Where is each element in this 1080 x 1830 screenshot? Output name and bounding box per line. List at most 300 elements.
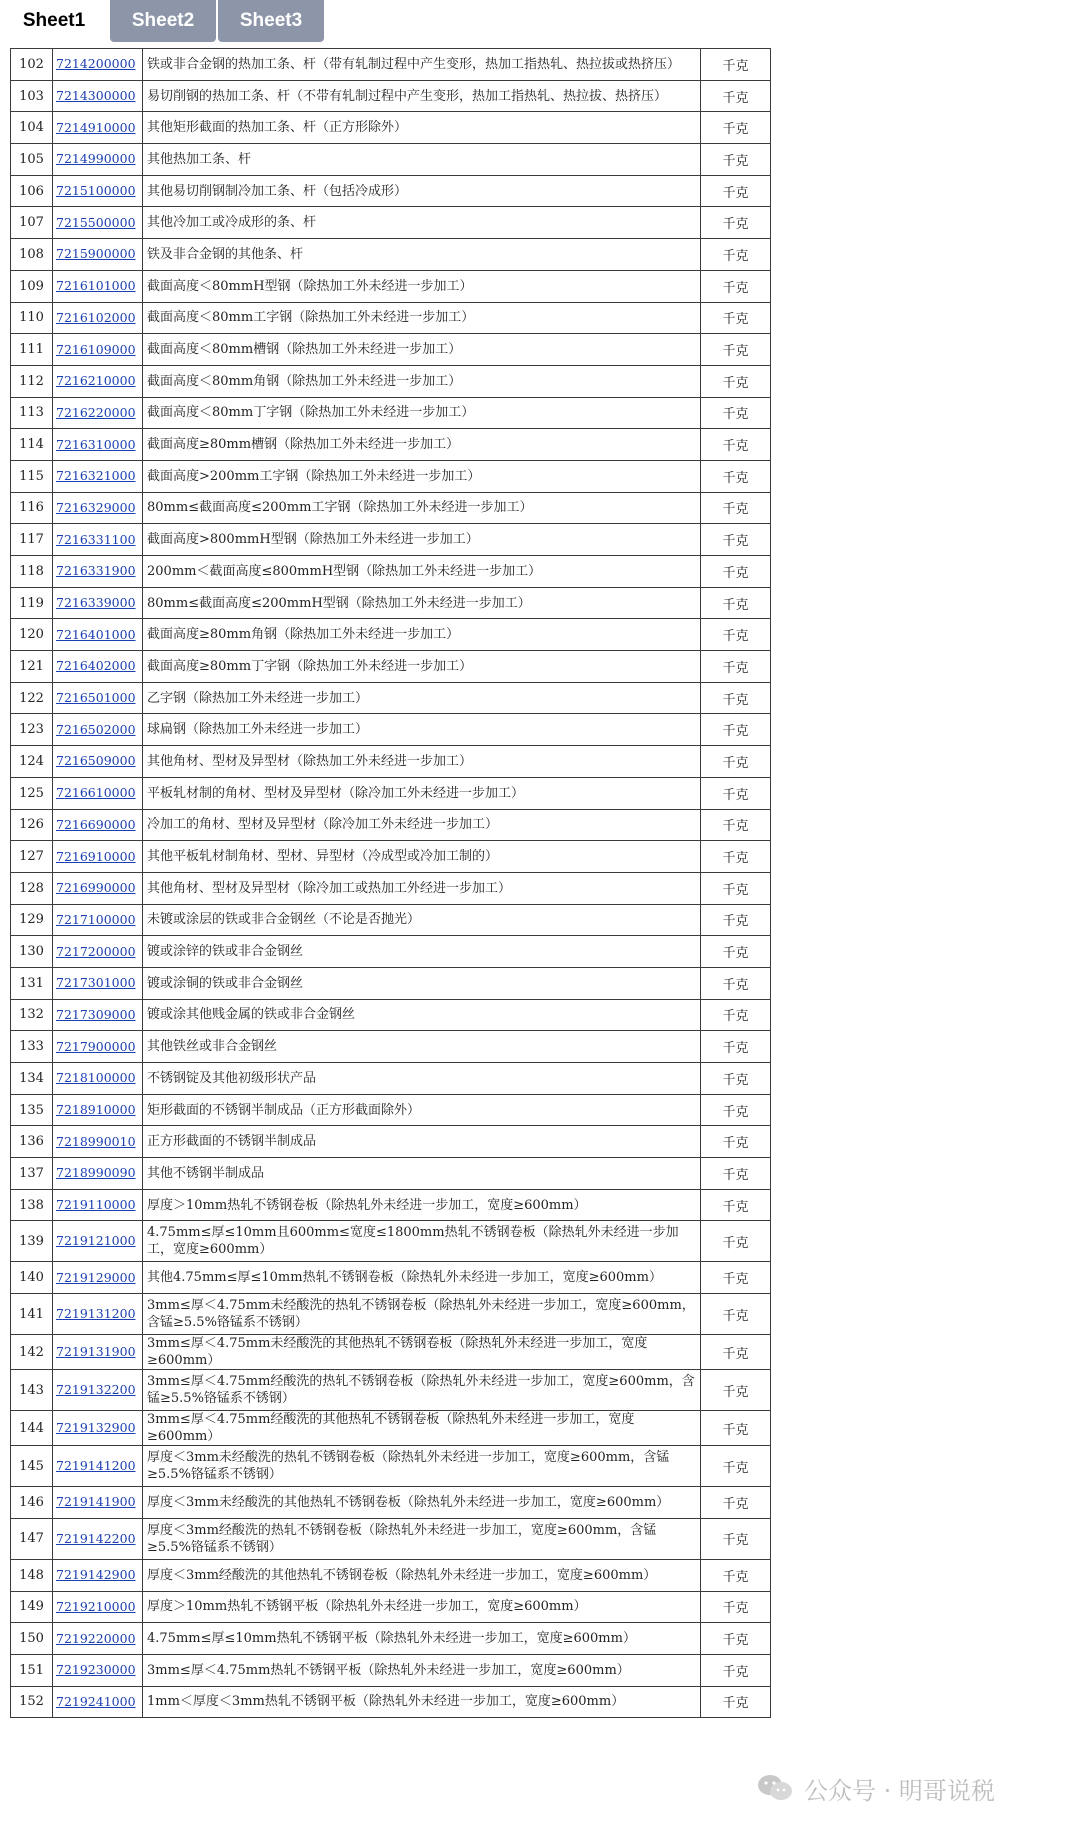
- hs-code-link[interactable]: 7216101000: [56, 278, 136, 294]
- row-number-cell[interactable]: 124: [11, 746, 53, 778]
- sheet-tab-bar: [0, 0, 1080, 44]
- description-cell[interactable]: 截面高度>200mm工字钢（除热加工外未经进一步加工）: [143, 460, 701, 492]
- row-number-cell[interactable]: 143: [11, 1370, 53, 1411]
- hs-code-link[interactable]: 7217900000: [56, 1038, 136, 1054]
- hs-code-link[interactable]: 7216339000: [56, 595, 136, 611]
- hs-code-link[interactable]: 7217309000: [56, 1006, 136, 1022]
- table-row: [11, 365, 771, 397]
- spreadsheet-grid: [10, 48, 770, 1718]
- row-number-cell[interactable]: 140: [11, 1262, 53, 1294]
- table-row: [11, 144, 771, 176]
- description-cell[interactable]: 平板轧材制的角材、型材及异型材（除冷加工外未经进一步加工）: [143, 777, 701, 809]
- tab-sheet2[interactable]: Sheet2: [110, 0, 216, 42]
- description-cell[interactable]: 截面高度≥80mm丁字钢（除热加工外未经进一步加工）: [143, 651, 701, 683]
- unit-cell[interactable]: 千克: [701, 1158, 771, 1190]
- unit-cell[interactable]: 千克: [701, 904, 771, 936]
- row-number-cell[interactable]: 148: [11, 1559, 53, 1591]
- hs-code-cell: [53, 1335, 143, 1370]
- hs-code-link[interactable]: 7216910000: [56, 848, 136, 864]
- description-cell[interactable]: 厚度＜3mm经酸洗的热轧不锈钢卷板（除热轧外未经进一步加工，宽度≥600mm，含锰≥5.5%铬锰系不锈钢）: [143, 1518, 701, 1559]
- row-number-cell[interactable]: 118: [11, 556, 53, 588]
- unit-cell[interactable]: 千克: [701, 1411, 771, 1446]
- watermark: [756, 1768, 1056, 1808]
- table-row: [11, 460, 771, 492]
- table-row: [11, 746, 771, 778]
- table-row: [11, 1623, 771, 1655]
- hs-code-cell: [53, 49, 143, 81]
- row-number-cell[interactable]: 133: [11, 1031, 53, 1063]
- tab-sheet1[interactable]: Sheet1: [0, 0, 108, 42]
- row-number-cell[interactable]: 108: [11, 239, 53, 271]
- unit-cell[interactable]: 千克: [701, 1654, 771, 1686]
- description-cell[interactable]: 其他平板轧材制角材、型材、异型材（冷成型或冷加工制的）: [143, 841, 701, 873]
- unit-cell[interactable]: 千克: [701, 1559, 771, 1591]
- unit-cell[interactable]: 千克: [701, 1686, 771, 1718]
- row-number-cell[interactable]: 141: [11, 1294, 53, 1335]
- row-number-cell[interactable]: 149: [11, 1591, 53, 1623]
- unit-cell[interactable]: 千克: [701, 239, 771, 271]
- hs-code-link[interactable]: 7214910000: [56, 119, 136, 135]
- description-cell[interactable]: 不锈钢锭及其他初级形状产品: [143, 1063, 701, 1095]
- hs-code-cell: [53, 809, 143, 841]
- hs-code-cell: [53, 207, 143, 239]
- unit-cell[interactable]: 千克: [701, 1487, 771, 1519]
- table-row: [11, 397, 771, 429]
- unit-cell[interactable]: 千克: [701, 1294, 771, 1335]
- hs-code-link[interactable]: 7216990000: [56, 880, 136, 896]
- table-row: [11, 936, 771, 968]
- row-number-cell[interactable]: 126: [11, 809, 53, 841]
- table-row: [11, 112, 771, 144]
- hs-code-cell: [53, 524, 143, 556]
- description-cell[interactable]: 截面高度＜80mm丁字钢（除热加工外未经进一步加工）: [143, 397, 701, 429]
- row-number-cell[interactable]: 125: [11, 777, 53, 809]
- hs-code-link[interactable]: 7219210000: [56, 1598, 136, 1614]
- hs-code-link[interactable]: 7217100000: [56, 911, 136, 927]
- unit-cell[interactable]: 千克: [701, 365, 771, 397]
- unit-cell[interactable]: 千克: [701, 492, 771, 524]
- table-row: [11, 334, 771, 366]
- row-number-cell[interactable]: 152: [11, 1686, 53, 1718]
- unit-cell[interactable]: 千克: [701, 651, 771, 683]
- row-number-cell[interactable]: 119: [11, 587, 53, 619]
- hs-code-link[interactable]: 7219131200: [56, 1306, 136, 1322]
- row-number-cell[interactable]: 139: [11, 1221, 53, 1262]
- unit-cell[interactable]: 千克: [701, 1189, 771, 1221]
- unit-cell[interactable]: 千克: [701, 841, 771, 873]
- row-number-cell[interactable]: 130: [11, 936, 53, 968]
- hs-code-link[interactable]: 7219142900: [56, 1567, 136, 1583]
- wechat-icon: [756, 1773, 794, 1803]
- unit-cell[interactable]: 千克: [701, 175, 771, 207]
- hs-code-cell: [53, 1158, 143, 1190]
- row-number-cell[interactable]: 107: [11, 207, 53, 239]
- hs-code-link[interactable]: 7219132900: [56, 1420, 136, 1436]
- description-cell[interactable]: 截面高度＜80mmH型钢（除热加工外未经进一步加工）: [143, 270, 701, 302]
- row-number-cell[interactable]: 123: [11, 714, 53, 746]
- hs-code-cell: [53, 651, 143, 683]
- row-number-cell[interactable]: 122: [11, 682, 53, 714]
- hs-code-link[interactable]: 7219110000: [56, 1197, 136, 1213]
- unit-cell[interactable]: 千克: [701, 460, 771, 492]
- unit-cell[interactable]: 千克: [701, 714, 771, 746]
- table-row: [11, 207, 771, 239]
- watermark-text: 公众号 · 明哥说税: [804, 1776, 995, 1805]
- unit-cell[interactable]: 千克: [701, 556, 771, 588]
- unit-cell[interactable]: 千克: [701, 80, 771, 112]
- hs-code-cell: [53, 112, 143, 144]
- row-number-cell[interactable]: 112: [11, 365, 53, 397]
- tab-sheet3[interactable]: Sheet3: [218, 0, 324, 42]
- unit-cell[interactable]: 千克: [701, 967, 771, 999]
- hs-code-link[interactable]: 7216109000: [56, 341, 136, 357]
- table-row: [11, 1063, 771, 1095]
- description-cell[interactable]: 3mm≤厚＜4.75mm未经酸洗的其他热轧不锈钢卷板（除热轧外未经进一步加工，宽度≥600mm）: [143, 1335, 701, 1370]
- unit-cell[interactable]: 千克: [701, 49, 771, 81]
- description-cell[interactable]: 镀或涂其他贱金属的铁或非合金钢丝: [143, 999, 701, 1031]
- unit-cell[interactable]: 千克: [701, 682, 771, 714]
- table-row: [11, 1411, 771, 1446]
- unit-cell[interactable]: 千克: [701, 746, 771, 778]
- hs-code-link[interactable]: 7219142200: [56, 1530, 136, 1546]
- hs-code-cell: [53, 239, 143, 271]
- hs-code-link[interactable]: 7216331100: [56, 531, 136, 547]
- table-row: [11, 175, 771, 207]
- table-row: [11, 587, 771, 619]
- hs-code-cell: [53, 904, 143, 936]
- hs-code-cell: [53, 397, 143, 429]
- hs-code-link[interactable]: 7218990090: [56, 1165, 136, 1181]
- unit-cell[interactable]: 千克: [701, 1094, 771, 1126]
- table-row: [11, 1031, 771, 1063]
- row-number-cell[interactable]: 132: [11, 999, 53, 1031]
- hs-code-link[interactable]: 7216402000: [56, 658, 136, 674]
- hs-code-link[interactable]: 7216610000: [56, 785, 136, 801]
- hs-code-link[interactable]: 7216210000: [56, 373, 136, 389]
- hs-code-cell: [53, 1446, 143, 1487]
- description-cell[interactable]: 镀或涂锌的铁或非合金钢丝: [143, 936, 701, 968]
- description-cell[interactable]: 4.75mm≤厚≤10mm且600mm≤宽度≤1800mm热轧不锈钢卷板（除热轧外未经进一步加工，宽度≥600mm）: [143, 1221, 701, 1262]
- description-cell[interactable]: 截面高度≥80mm槽钢（除热加工外未经进一步加工）: [143, 429, 701, 461]
- hs-code-cell: [53, 1591, 143, 1623]
- description-cell[interactable]: 3mm≤厚＜4.75mm热轧不锈钢平板（除热轧外未经进一步加工，宽度≥600mm）: [143, 1654, 701, 1686]
- hs-code-cell: [53, 1221, 143, 1262]
- table-row: [11, 1126, 771, 1158]
- row-number-cell[interactable]: 102: [11, 49, 53, 81]
- table-row: [11, 49, 771, 81]
- row-number-cell[interactable]: 146: [11, 1487, 53, 1519]
- hs-code-cell: [53, 1063, 143, 1095]
- row-number-cell[interactable]: 134: [11, 1063, 53, 1095]
- unit-cell[interactable]: 千克: [701, 1335, 771, 1370]
- hs-code-cell: [53, 777, 143, 809]
- description-cell[interactable]: 3mm≤厚＜4.75mm经酸洗的热轧不锈钢卷板（除热轧外未经进一步加工，宽度≥600mm，含锰≥5.5%铬锰系不锈钢）: [143, 1370, 701, 1411]
- hs-code-link[interactable]: 7219241000: [56, 1693, 136, 1709]
- hs-code-cell: [53, 365, 143, 397]
- table-row: [11, 1262, 771, 1294]
- description-cell[interactable]: 正方形截面的不锈钢半制成品: [143, 1126, 701, 1158]
- row-number-cell[interactable]: 109: [11, 270, 53, 302]
- description-cell[interactable]: 80mm≤截面高度≤200mm工字钢（除热加工外未经进一步加工）: [143, 492, 701, 524]
- hs-code-cell: [53, 1686, 143, 1718]
- hs-code-cell: [53, 1126, 143, 1158]
- row-number-cell[interactable]: 111: [11, 334, 53, 366]
- description-cell[interactable]: 截面高度＜80mm角钢（除热加工外未经进一步加工）: [143, 365, 701, 397]
- table-row: [11, 809, 771, 841]
- row-number-cell[interactable]: 138: [11, 1189, 53, 1221]
- hs-code-cell: [53, 714, 143, 746]
- row-number-cell[interactable]: 131: [11, 967, 53, 999]
- hs-code-link[interactable]: 7218990010: [56, 1133, 136, 1149]
- hs-code-link[interactable]: 7216401000: [56, 626, 136, 642]
- description-cell[interactable]: 200mm＜截面高度≤800mmH型钢（除热加工外未经进一步加工）: [143, 556, 701, 588]
- unit-cell[interactable]: 千克: [701, 144, 771, 176]
- unit-cell[interactable]: 千克: [701, 1518, 771, 1559]
- hs-code-link[interactable]: 7217200000: [56, 943, 136, 959]
- unit-cell[interactable]: 千克: [701, 302, 771, 334]
- hs-code-link[interactable]: 7219131900: [56, 1344, 136, 1360]
- unit-cell[interactable]: 千克: [701, 1221, 771, 1262]
- hs-code-cell: [53, 429, 143, 461]
- hs-code-cell: [53, 936, 143, 968]
- hs-code-link[interactable]: 7216331900: [56, 563, 136, 579]
- description-cell[interactable]: 1mm＜厚度＜3mm热轧不锈钢平板（除热轧外未经进一步加工，宽度≥600mm）: [143, 1686, 701, 1718]
- description-cell[interactable]: 乙字钢（除热加工外未经进一步加工）: [143, 682, 701, 714]
- description-cell[interactable]: 其他热加工条、杆: [143, 144, 701, 176]
- tariff-table: [10, 48, 771, 1718]
- hs-code-link[interactable]: 7216690000: [56, 816, 136, 832]
- table-row: [11, 651, 771, 683]
- unit-cell[interactable]: 千克: [701, 872, 771, 904]
- description-cell[interactable]: 易切削钢的热加工条、杆（不带有轧制过程中产生变形，热加工指热轧、热拉拔、热挤压）: [143, 80, 701, 112]
- hs-code-link[interactable]: 7219132200: [56, 1382, 136, 1398]
- table-row: [11, 1094, 771, 1126]
- table-row: [11, 1189, 771, 1221]
- description-cell[interactable]: 铁及非合金钢的其他条、杆: [143, 239, 701, 271]
- unit-cell[interactable]: 千克: [701, 1063, 771, 1095]
- unit-cell[interactable]: 千克: [701, 999, 771, 1031]
- hs-code-link[interactable]: 7219129000: [56, 1269, 136, 1285]
- table-row: [11, 841, 771, 873]
- hs-code-cell: [53, 682, 143, 714]
- row-number-cell[interactable]: 113: [11, 397, 53, 429]
- row-number-cell[interactable]: 135: [11, 1094, 53, 1126]
- hs-code-cell: [53, 1031, 143, 1063]
- unit-cell[interactable]: 千克: [701, 587, 771, 619]
- description-cell[interactable]: 其他角材、型材及异型材（除热加工外未经进一步加工）: [143, 746, 701, 778]
- description-cell[interactable]: 其他角材、型材及异型材（除冷加工或热加工外经进一步加工）: [143, 872, 701, 904]
- hs-code-cell: [53, 80, 143, 112]
- description-cell[interactable]: 其他铁丝或非合金钢丝: [143, 1031, 701, 1063]
- hs-code-cell: [53, 492, 143, 524]
- hs-code-link[interactable]: 7216509000: [56, 753, 136, 769]
- row-number-cell[interactable]: 127: [11, 841, 53, 873]
- table-row: [11, 999, 771, 1031]
- row-number-cell[interactable]: 115: [11, 460, 53, 492]
- row-number-cell[interactable]: 142: [11, 1335, 53, 1370]
- hs-code-link[interactable]: 7219141200: [56, 1458, 136, 1474]
- row-number-cell[interactable]: 150: [11, 1623, 53, 1655]
- unit-cell[interactable]: 千克: [701, 1591, 771, 1623]
- hs-code-link[interactable]: 7219121000: [56, 1233, 136, 1249]
- hs-code-cell: [53, 967, 143, 999]
- table-row: [11, 239, 771, 271]
- hs-code-cell: [53, 1559, 143, 1591]
- table-row: [11, 80, 771, 112]
- hs-code-cell: [53, 841, 143, 873]
- hs-code-link[interactable]: 7219141900: [56, 1494, 136, 1510]
- unit-cell[interactable]: 千克: [701, 777, 771, 809]
- unit-cell[interactable]: 千克: [701, 524, 771, 556]
- row-number-cell[interactable]: 137: [11, 1158, 53, 1190]
- row-number-cell[interactable]: 106: [11, 175, 53, 207]
- hs-code-link[interactable]: 7216502000: [56, 721, 136, 737]
- unit-cell[interactable]: 千克: [701, 334, 771, 366]
- row-number-cell[interactable]: 121: [11, 651, 53, 683]
- row-number-cell[interactable]: 129: [11, 904, 53, 936]
- description-cell[interactable]: 截面高度>800mmH型钢（除热加工外未经进一步加工）: [143, 524, 701, 556]
- table-row: [11, 524, 771, 556]
- table-row: [11, 270, 771, 302]
- hs-code-link[interactable]: 7215500000: [56, 214, 136, 230]
- hs-code-link[interactable]: 7216102000: [56, 309, 136, 325]
- description-cell[interactable]: 其他冷加工或冷成形的条、杆: [143, 207, 701, 239]
- description-cell[interactable]: 截面高度＜80mm槽钢（除热加工外未经进一步加工）: [143, 334, 701, 366]
- unit-cell[interactable]: 千克: [701, 1370, 771, 1411]
- hs-code-cell: [53, 270, 143, 302]
- unit-cell[interactable]: 千克: [701, 1446, 771, 1487]
- table-row: [11, 492, 771, 524]
- description-cell[interactable]: 冷加工的角材、型材及异型材（除冷加工外未经进一步加工）: [143, 809, 701, 841]
- hs-code-cell: [53, 1623, 143, 1655]
- description-cell[interactable]: 镀或涂铜的铁或非合金钢丝: [143, 967, 701, 999]
- description-cell[interactable]: 4.75mm≤厚≤10mm热轧不锈钢平板（除热轧外未经进一步加工，宽度≥600mm）: [143, 1623, 701, 1655]
- hs-code-link[interactable]: 7219220000: [56, 1630, 136, 1646]
- description-cell[interactable]: 其他易切削钢制冷加工条、杆（包括冷成形）: [143, 175, 701, 207]
- row-number-cell[interactable]: 117: [11, 524, 53, 556]
- row-number-cell[interactable]: 104: [11, 112, 53, 144]
- table-row: [11, 1370, 771, 1411]
- table-row: [11, 967, 771, 999]
- description-cell[interactable]: 铁或非合金钢的热加工条、杆（带有轧制过程中产生变形，热加工指热轧、热拉拔或热挤压）: [143, 49, 701, 81]
- description-cell[interactable]: 厚度＜3mm未经酸洗的热轧不锈钢卷板（除热轧外未经进一步加工，宽度≥600mm，含锰≥5.5%铬锰系不锈钢）: [143, 1446, 701, 1487]
- hs-code-cell: [53, 587, 143, 619]
- unit-cell[interactable]: 千克: [701, 619, 771, 651]
- row-number-cell[interactable]: 105: [11, 144, 53, 176]
- hs-code-cell: [53, 556, 143, 588]
- unit-cell[interactable]: 千克: [701, 1126, 771, 1158]
- table-row: [11, 1686, 771, 1718]
- unit-cell[interactable]: 千克: [701, 397, 771, 429]
- row-number-cell[interactable]: 128: [11, 872, 53, 904]
- table-row: [11, 1158, 771, 1190]
- row-number-cell[interactable]: 110: [11, 302, 53, 334]
- table-row: [11, 1446, 771, 1487]
- hs-code-link[interactable]: 7216220000: [56, 404, 136, 420]
- table-row: [11, 429, 771, 461]
- unit-cell[interactable]: 千克: [701, 1623, 771, 1655]
- hs-code-cell: [53, 1189, 143, 1221]
- hs-code-link[interactable]: 7216329000: [56, 499, 136, 515]
- row-number-cell[interactable]: 145: [11, 1446, 53, 1487]
- unit-cell[interactable]: 千克: [701, 270, 771, 302]
- hs-code-link[interactable]: 7215100000: [56, 183, 136, 199]
- hs-code-cell: [53, 1518, 143, 1559]
- description-cell[interactable]: 其他4.75mm≤厚≤10mm热轧不锈钢卷板（除热轧外未经进一步加工，宽度≥600mm）: [143, 1262, 701, 1294]
- row-number-cell[interactable]: 114: [11, 429, 53, 461]
- hs-code-link[interactable]: 7216310000: [56, 436, 136, 452]
- hs-code-cell: [53, 175, 143, 207]
- table-row: [11, 904, 771, 936]
- row-number-cell[interactable]: 136: [11, 1126, 53, 1158]
- unit-cell[interactable]: 千克: [701, 1262, 771, 1294]
- table-row: [11, 1335, 771, 1370]
- description-cell[interactable]: 其他不锈钢半制成品: [143, 1158, 701, 1190]
- description-cell[interactable]: 3mm≤厚＜4.75mm未经酸洗的热轧不锈钢卷板（除热轧外未经进一步加工，宽度≥600mm，含锰≥5.5%铬锰系不锈钢）: [143, 1294, 701, 1335]
- unit-cell[interactable]: 千克: [701, 809, 771, 841]
- description-cell[interactable]: 3mm≤厚＜4.75mm经酸洗的其他热轧不锈钢卷板（除热轧外未经进一步加工，宽度≥600mm）: [143, 1411, 701, 1446]
- table-row: [11, 1654, 771, 1686]
- hs-code-cell: [53, 872, 143, 904]
- table-row: [11, 1487, 771, 1519]
- description-cell[interactable]: 截面高度＜80mm工字钢（除热加工外未经进一步加工）: [143, 302, 701, 334]
- table-row: [11, 1591, 771, 1623]
- description-cell[interactable]: 厚度＞10mm热轧不锈钢卷板（除热轧外未经进一步加工，宽度≥600mm）: [143, 1189, 701, 1221]
- hs-code-link[interactable]: 7219230000: [56, 1662, 136, 1678]
- hs-code-link[interactable]: 7216501000: [56, 690, 136, 706]
- table-row: [11, 777, 771, 809]
- table-row: [11, 1294, 771, 1335]
- description-cell[interactable]: 球扁钢（除热加工外未经进一步加工）: [143, 714, 701, 746]
- hs-code-link[interactable]: 7217301000: [56, 975, 136, 991]
- hs-code-link[interactable]: 7216321000: [56, 468, 136, 484]
- hs-code-link[interactable]: 7215900000: [56, 246, 136, 262]
- row-number-cell[interactable]: 103: [11, 80, 53, 112]
- description-cell[interactable]: 80mm≤截面高度≤200mmH型钢（除热加工外未经进一步加工）: [143, 587, 701, 619]
- hs-code-cell: [53, 1654, 143, 1686]
- hs-code-cell: [53, 1487, 143, 1519]
- unit-cell[interactable]: 千克: [701, 936, 771, 968]
- hs-code-link[interactable]: 7218910000: [56, 1102, 136, 1118]
- row-number-cell[interactable]: 116: [11, 492, 53, 524]
- hs-code-cell: [53, 746, 143, 778]
- hs-code-link[interactable]: 7218100000: [56, 1070, 136, 1086]
- hs-code-cell: [53, 1411, 143, 1446]
- table-row: [11, 682, 771, 714]
- description-cell[interactable]: 矩形截面的不锈钢半制成品（正方形截面除外）: [143, 1094, 701, 1126]
- description-cell[interactable]: 截面高度≥80mm角钢（除热加工外未经进一步加工）: [143, 619, 701, 651]
- hs-code-link[interactable]: 7214300000: [56, 88, 136, 104]
- hs-code-link[interactable]: 7214990000: [56, 151, 136, 167]
- row-number-cell[interactable]: 147: [11, 1518, 53, 1559]
- row-number-cell[interactable]: 144: [11, 1411, 53, 1446]
- unit-cell[interactable]: 千克: [701, 207, 771, 239]
- unit-cell[interactable]: 千克: [701, 429, 771, 461]
- hs-code-link[interactable]: 7214200000: [56, 56, 136, 72]
- description-cell[interactable]: 厚度＞10mm热轧不锈钢平板（除热轧外未经进一步加工，宽度≥600mm）: [143, 1591, 701, 1623]
- row-number-cell[interactable]: 151: [11, 1654, 53, 1686]
- row-number-cell[interactable]: 120: [11, 619, 53, 651]
- hs-code-cell: [53, 619, 143, 651]
- unit-cell[interactable]: 千克: [701, 1031, 771, 1063]
- unit-cell[interactable]: 千克: [701, 112, 771, 144]
- hs-code-cell: [53, 460, 143, 492]
- description-cell[interactable]: 厚度＜3mm经酸洗的其他热轧不锈钢卷板（除热轧外未经进一步加工，宽度≥600mm）: [143, 1559, 701, 1591]
- description-cell[interactable]: 厚度＜3mm未经酸洗的其他热轧不锈钢卷板（除热轧外未经进一步加工，宽度≥600mm）: [143, 1487, 701, 1519]
- description-cell[interactable]: 其他矩形截面的热加工条、杆（正方形除外）: [143, 112, 701, 144]
- table-row: [11, 556, 771, 588]
- description-cell[interactable]: 未镀或涂层的铁或非合金钢丝（不论是否抛光）: [143, 904, 701, 936]
